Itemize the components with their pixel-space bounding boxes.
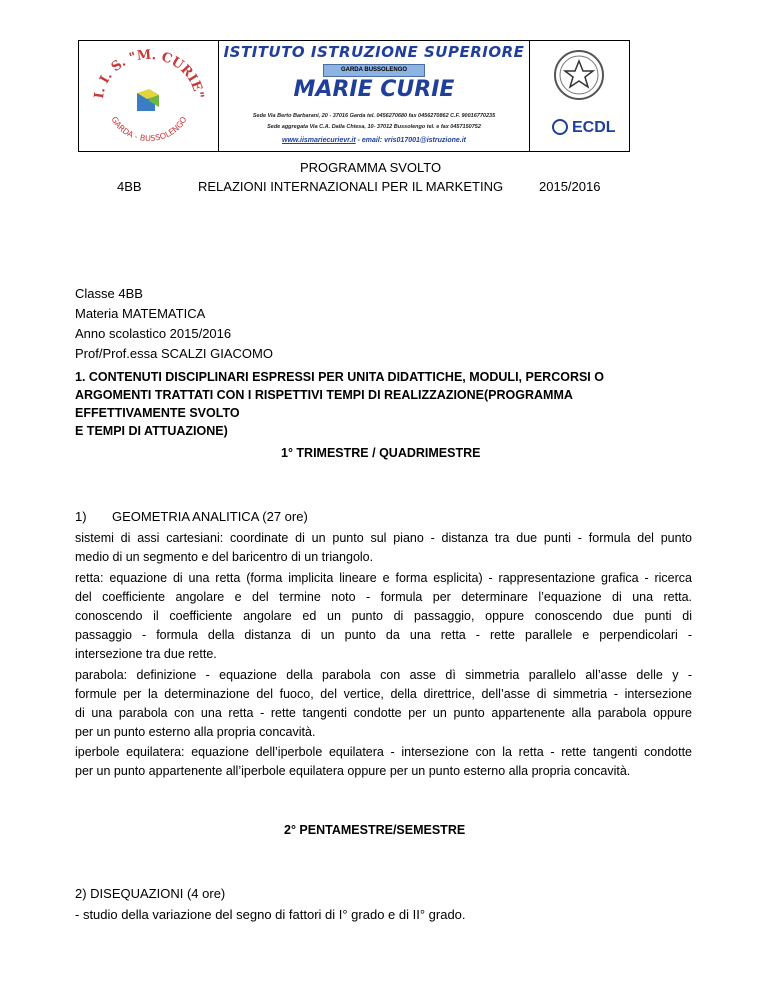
paragraph-disequazioni: - studio della variazione del segno di fattori di I° grado e di II° grado.	[75, 907, 466, 922]
class-code: 4BB	[117, 179, 142, 194]
course-name: RELAZIONI INTERNAZIONALI PER IL MARKETING	[198, 179, 504, 194]
school-title-block	[219, 41, 529, 151]
paragraph-line: formule per la determinazione del fuoco, del vertice, della direttrice, dell’asse di simmetria - intersezione	[75, 687, 692, 701]
school-locations: GARDA BUSSOLENGO	[323, 64, 425, 77]
school-seal-logo	[79, 41, 219, 151]
section-heading-line: ARGOMENTI TRATTATI CON I RISPETTIVI TEMPI DI REALIZZAZIONE(PROGRAMMA	[75, 388, 573, 402]
school-header-banner	[78, 40, 630, 152]
info-professore: Prof/Prof.essa SCALZI GIACOMO	[75, 346, 273, 361]
paragraph-line: intersezione tra due rette.	[75, 647, 217, 661]
paragraph-line: per un punto appartenente all’iperbole equilatera oppure per un punto esterno alla propria concavità.	[75, 764, 631, 778]
school-year: 2015/2016	[539, 179, 601, 194]
paragraph-line: retta: equazione di una retta (forma implicita lineare e forma esplicita) - rappresentazione grafica - ricerca	[75, 571, 692, 585]
paragraph-line: conoscendo il coefficiente angolare ed un punto di passaggio, oppure conoscendo due punti di	[75, 609, 692, 623]
institute-title: ISTITUTO ISTRUZIONE SUPERIORE	[223, 43, 525, 61]
section-heading-line: EFFETTIVAMENTE SVOLTO	[75, 406, 240, 420]
logo-column	[529, 41, 629, 151]
ecdl-logo-icon	[552, 119, 568, 135]
school-address-main: Sede Via Berto Barbarani, 20 - 37016 Garda tel. 0456270680 fax 0456270862 C.F. 90016770235	[252, 113, 496, 119]
school-name: MARIE CURIE	[293, 77, 455, 102]
paragraph-line: per un punto esterno alla propria concavità.	[75, 725, 316, 739]
period-2-heading: 2° PENTAMESTRE/SEMESTRE	[284, 823, 466, 837]
paragraph-line: iperbole equilatera: equazione dell’iperbole equilatera - intersezione con la retta - rette tangenti condotte	[75, 745, 692, 759]
document-title: PROGRAMMA SVOLTO	[300, 160, 442, 175]
section-heading-line: E TEMPI DI ATTUAZIONE)	[75, 424, 228, 438]
info-classe: Classe 4BB	[75, 286, 143, 301]
paragraph-iperbole	[75, 743, 692, 781]
school-website-link[interactable]: www.iismariecurievr.it	[282, 137, 356, 144]
section-heading-line: 1. CONTENUTI DISCIPLINARI ESPRESSI PER UNITA DIDATTICHE, MODULI, PERCORSI O	[75, 370, 604, 384]
paragraph-line: sistemi di assi cartesiani: coordinate di un punto sul piano - distanza tra due punti - formula del punto	[75, 531, 692, 545]
topic-1-title: GEOMETRIA ANALITICA (27 ore)	[112, 509, 308, 524]
svg-text:I. I. S. "M. CURIE": I. I. S. "M. CURIE"	[92, 47, 206, 100]
topic-2-title: 2) DISEQUAZIONI (4 ore)	[75, 886, 226, 901]
paragraph-retta	[75, 569, 692, 664]
paragraph-cartesian	[75, 529, 692, 567]
paragraph-line: del coefficiente angolare e del termine noto - formula per determinare l’equazione di una retta.	[75, 590, 692, 604]
ecdl-label: ECDL	[572, 119, 616, 136]
paragraph-line: medio di un segmento e del baricentro di un triangolo.	[75, 550, 374, 564]
topic-1-number: 1)	[75, 509, 87, 524]
info-anno: Anno scolastico 2015/2016	[75, 326, 232, 341]
paragraph-line: passaggio - formula della distanza di un punto da una retta - rette parallele e perpendicolari -	[75, 628, 692, 642]
paragraph-line: parabola: definizione - equazione della parabola con asse dì simmetria parallelo all’asse delle y -	[75, 668, 692, 682]
school-contacts	[219, 137, 529, 144]
period-1-heading: 1° TRIMESTRE / QUADRIMESTRE	[281, 446, 481, 460]
school-email: - email: vris017001@istruzione.it	[357, 137, 466, 144]
paragraph-parabola	[75, 666, 692, 742]
info-materia: Materia MATEMATICA	[75, 306, 206, 321]
paragraph-line: di una parabola con una retta - rette tangenti condotte per un punto appartenente alla parabola oppure	[75, 706, 692, 720]
school-address-branch: Sede aggregata Via C.A. Dalla Chiesa, 10- 37012 Bussolengo tel. e fax 0457150752	[267, 124, 481, 130]
svg-text:GARDA - BUSSOLENGO: GARDA - BUSSOLENGO	[109, 115, 189, 144]
